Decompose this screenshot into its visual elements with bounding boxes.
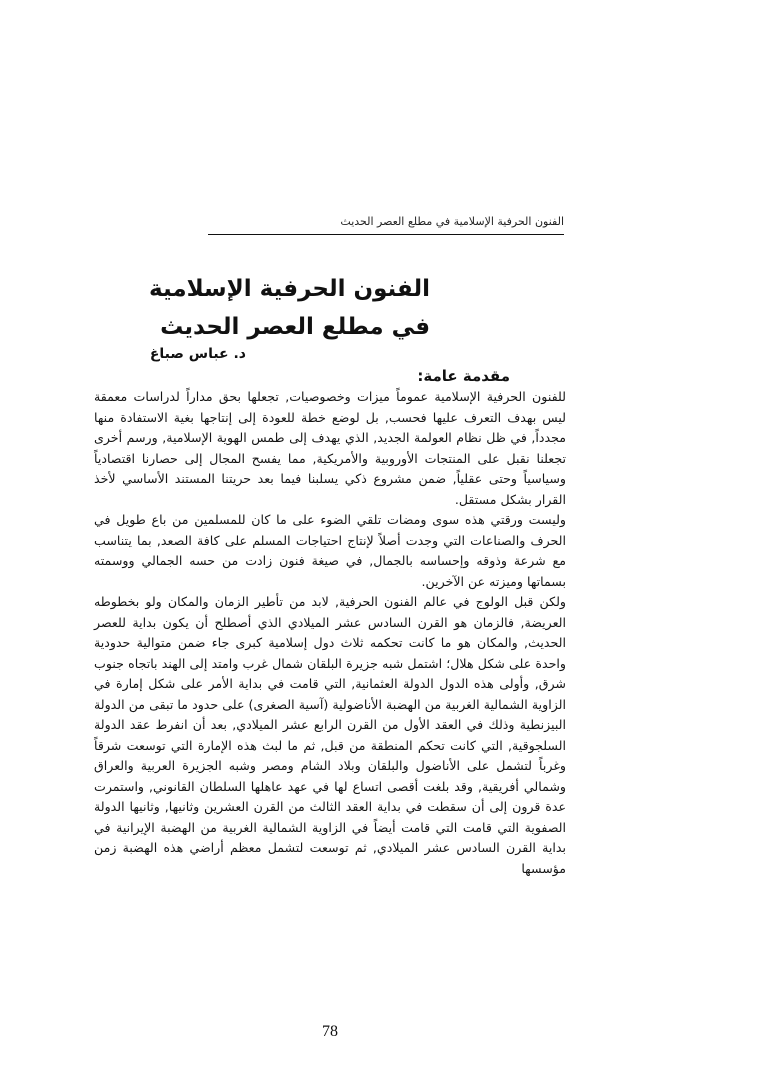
- author-name: د. عباس صباغ: [149, 346, 246, 362]
- paragraph: وليست ورقتي هذه سوى ومضات تلقي الضوء على ما كان للمسلمين من باع طويل في الحرف والصناعات التي وجدت أصلاً لإنتاج احتياجات المسلم على كافة الصعد, بما يتناسب مع شرعة وذوقه وإحساسه بالجمال, في صيغة فنون زادت من حسه الجمالي ووسمته بسماتها وميزته عن الآخرين.: [94, 512, 566, 589]
- title-line-2: في مطلع العصر الحديث: [160, 314, 430, 340]
- paragraph: ولكن قبل الولوج في عالم الفنون الحرفية, لابد من تأطير الزمان والمكان ولو بخطوطه العريضة, فالزمان هو القرن السادس عشر الميلادي الذي أصطلح أن يكون بداية للعصر الحديث, والمكان هو ما كانت تحكمه ثلاث دول إسلامية كبرى جاء ضمن متوالية حدودية واحدة على شكل هلال؛ اشتمل شبه جزيرة البلقان شمال غرب وامتد إلى الهند باتجاه جنوب شرق, وأولى هذه الدول الدولة العثمانية, التي قامت في بداية الأمر على شكل إمارة في الزاوية الشمالية الغربية من الهضبة الأناضولية (آسية الصغرى) على حدود ما تبقى من الدولة البيزنطية وذلك في العقد الأول من القرن الرابع عشر الميلادي, بعد أن انفرط عقد الدولة السلجوقية, التي كانت تحكم المنطقة من قبل, ثم ما لبث هذه الإمارة التي توسعت شرقاً وغرباً لتشمل على الأناضول والبلقان وبلاد الشام ومصر وشبه الجزيرة العربية والعراق وشمالي أفريقية, وقد بلغت أقصى اتساع لها في عهد عاهلها السلطان القانوني, واستمرت عدة قرون إلى أن سقطت في بداية العقد الثالث من القرن العشرين وثانيها, وثانيها الدولة الصفوية التي قامت التي قامت أيضاً في الزاوية الشمالية الغربية من الهضبة الإيرانية في بداية القرن السادس عشر الميلادي, ثم توسعت لتشمل معظم أراضي هذه الهضبة زمن مؤسسها: [94, 594, 566, 876]
- page-number: 78: [322, 1023, 338, 1040]
- header-rule: [208, 234, 564, 235]
- body-text: [94, 387, 566, 879]
- running-header: الفنون الحرفية الإسلامية في مطلع العصر الحديث: [340, 215, 564, 228]
- title-line-1: الفنون الحرفية الإسلامية: [149, 276, 430, 302]
- paragraph: للفنون الحرفية الإسلامية عموماً ميزات وخصوصيات, تجعلها بحق مداراً لدراسات معمقة ليس بهدف التعرف عليها فحسب, بل لوضع خطة للعودة إلى إنتاجها بغية الاستفادة منها مجدداً, في ظل نظام العولمة الجديد, الذي يهدف إلى طمس الهوية الإسلامية, ورسم أخرى تجعلنا نقبل على المنتجات الأوروبية والأمريكية, مما يفسح المجال إلى حصارنا اقتصادياً وسياسياً وحتى عقلياً, ضمن مشروع ذكي يسلبنا فيما بعد حريتنا المستند الأساسي لأخذ القرار بشكل مستقل.: [94, 389, 566, 507]
- article-title: [149, 270, 430, 346]
- section-heading: مقدمة عامة:: [417, 367, 510, 385]
